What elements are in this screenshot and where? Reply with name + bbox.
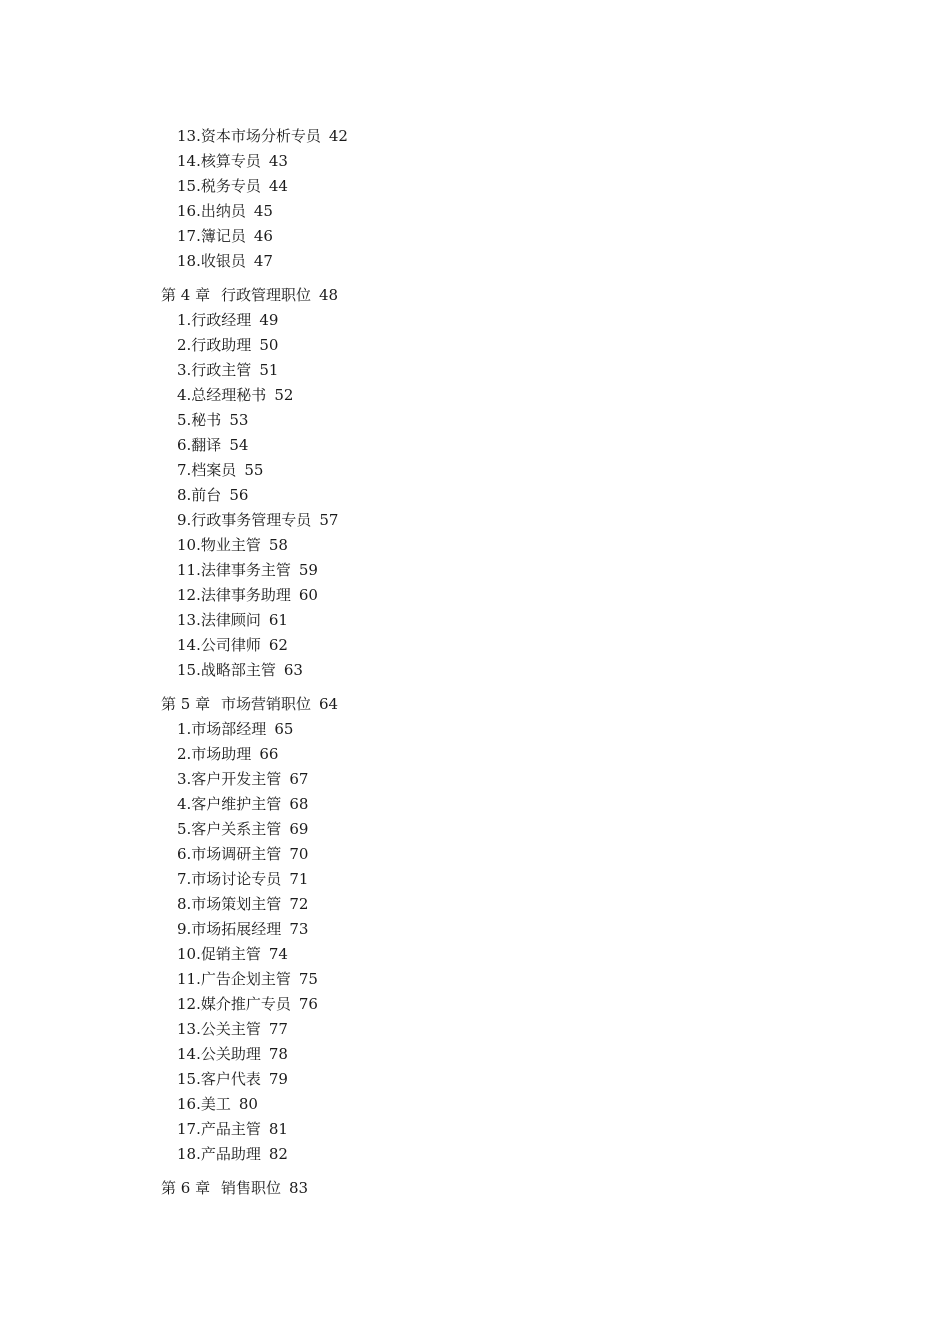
toc-entry[interactable] — [161, 917, 761, 942]
toc-entry[interactable] — [161, 767, 761, 792]
toc-entry-page-number: 58 — [268, 536, 288, 554]
toc-entry[interactable] — [161, 842, 761, 867]
toc-entry-page-number: 78 — [268, 1045, 288, 1063]
toc-entry[interactable] — [161, 742, 761, 767]
toc-entry-title: 16.美工 — [177, 1095, 231, 1113]
toc-entry-title: 16.出纳员 — [177, 202, 246, 220]
toc-entry[interactable] — [161, 408, 761, 433]
toc-entry-title: 3.行政主管 — [177, 361, 252, 379]
toc-entry-title: 18.产品助理 — [177, 1145, 261, 1163]
toc-entry[interactable] — [161, 1067, 761, 1092]
toc-entry-page-number: 55 — [244, 461, 264, 479]
toc-entry-title: 11.法律事务主管 — [177, 561, 291, 579]
toc-entry-title: 15.客户代表 — [177, 1070, 261, 1088]
chapter-heading[interactable] — [161, 283, 761, 308]
toc-entry[interactable] — [161, 942, 761, 967]
toc-entry-page-number: 74 — [268, 945, 288, 963]
toc-entry[interactable] — [161, 558, 761, 583]
toc-entry[interactable] — [161, 533, 761, 558]
toc-entry-title: 4.总经理秘书 — [177, 386, 267, 404]
chapter-title: 市场营销职位 — [221, 695, 312, 713]
toc-entry[interactable] — [161, 658, 761, 683]
toc-entry[interactable] — [161, 1092, 761, 1117]
toc-entry[interactable] — [161, 1142, 761, 1167]
toc-entry[interactable] — [161, 308, 761, 333]
toc-entry-page-number: 63 — [283, 661, 303, 679]
toc-entry-title: 3.客户开发主管 — [177, 770, 282, 788]
toc-entry-page-number: 46 — [253, 227, 273, 245]
toc-entry-title: 5.秘书 — [177, 411, 222, 429]
table-of-contents — [161, 124, 761, 1201]
toc-entry-page-number: 43 — [268, 152, 288, 170]
toc-entry-page-number: 67 — [289, 770, 309, 788]
toc-entry-page-number: 72 — [289, 895, 309, 913]
toc-entry[interactable] — [161, 967, 761, 992]
toc-entry-page-number: 71 — [289, 870, 309, 888]
toc-entry[interactable] — [161, 224, 761, 249]
toc-entry-title: 14.公关助理 — [177, 1045, 261, 1063]
toc-entry-title: 9.市场拓展经理 — [177, 920, 282, 938]
toc-entry-title: 17.产品主管 — [177, 1120, 261, 1138]
toc-entry[interactable] — [161, 1042, 761, 1067]
toc-entry[interactable] — [161, 358, 761, 383]
toc-entry-page-number: 47 — [253, 252, 273, 270]
toc-entry-title: 11.广告企划主管 — [177, 970, 291, 988]
toc-entry-title: 2.行政助理 — [177, 336, 252, 354]
toc-entry-page-number: 50 — [259, 336, 279, 354]
chapter-number: 第 6 章 — [161, 1179, 211, 1197]
toc-entry[interactable] — [161, 199, 761, 224]
toc-entry-page-number: 53 — [229, 411, 249, 429]
toc-entry[interactable] — [161, 333, 761, 358]
toc-entry[interactable] — [161, 249, 761, 274]
chapter-heading[interactable] — [161, 692, 761, 717]
toc-entry-page-number: 54 — [229, 436, 249, 454]
toc-entry[interactable] — [161, 149, 761, 174]
toc-entry-page-number: 59 — [298, 561, 318, 579]
toc-entry-title: 6.翻译 — [177, 436, 222, 454]
toc-entry-page-number: 75 — [298, 970, 318, 988]
toc-entry-title: 8.市场策划主管 — [177, 895, 282, 913]
toc-entry-page-number: 62 — [268, 636, 288, 654]
toc-entry-title: 8.前台 — [177, 486, 222, 504]
toc-entry-title: 2.市场助理 — [177, 745, 252, 763]
toc-entry-title: 15.税务专员 — [177, 177, 261, 195]
toc-entry[interactable] — [161, 608, 761, 633]
toc-entry-title: 7.市场讨论专员 — [177, 870, 282, 888]
toc-entry[interactable] — [161, 717, 761, 742]
chapter-number: 第 5 章 — [161, 695, 211, 713]
toc-entry-page-number: 81 — [268, 1120, 288, 1138]
toc-entry-title: 10.物业主管 — [177, 536, 261, 554]
toc-entry-page-number: 73 — [289, 920, 309, 938]
chapter-title: 行政管理职位 — [221, 286, 312, 304]
toc-entry-page-number: 69 — [289, 820, 309, 838]
toc-entry-title: 13.公关主管 — [177, 1020, 261, 1038]
toc-entry-page-number: 65 — [274, 720, 294, 738]
toc-entry-page-number: 52 — [274, 386, 294, 404]
toc-entry-page-number: 77 — [268, 1020, 288, 1038]
toc-entry-title: 13.资本市场分析专员 — [177, 127, 321, 145]
toc-entry[interactable] — [161, 174, 761, 199]
toc-entry[interactable] — [161, 633, 761, 658]
toc-entry-page-number: 82 — [268, 1145, 288, 1163]
toc-entry[interactable] — [161, 383, 761, 408]
toc-entry[interactable] — [161, 817, 761, 842]
toc-entry-page-number: 51 — [259, 361, 279, 379]
toc-entry-title: 4.客户维护主管 — [177, 795, 282, 813]
toc-entry[interactable] — [161, 1117, 761, 1142]
toc-entry-title: 18.收银员 — [177, 252, 246, 270]
toc-entry[interactable] — [161, 867, 761, 892]
toc-entry-title: 15.战略部主管 — [177, 661, 276, 679]
toc-entry-title: 6.市场调研主管 — [177, 845, 282, 863]
toc-entry[interactable] — [161, 1017, 761, 1042]
toc-entry[interactable] — [161, 483, 761, 508]
toc-entry[interactable] — [161, 508, 761, 533]
toc-entry-title: 1.行政经理 — [177, 311, 252, 329]
toc-entry-title: 9.行政事务管理专员 — [177, 511, 312, 529]
toc-entry-page-number: 79 — [268, 1070, 288, 1088]
chapter-page-number: 48 — [319, 286, 339, 304]
toc-entry-page-number: 60 — [298, 586, 318, 604]
toc-entry-title: 14.公司律师 — [177, 636, 261, 654]
toc-entry[interactable] — [161, 892, 761, 917]
toc-entry-title: 17.簿记员 — [177, 227, 246, 245]
chapter-page-number: 83 — [289, 1179, 309, 1197]
toc-entry-page-number: 57 — [319, 511, 339, 529]
toc-entry-page-number: 80 — [238, 1095, 258, 1113]
toc-entry-page-number: 56 — [229, 486, 249, 504]
toc-entry-page-number: 76 — [298, 995, 318, 1013]
chapter-page-number: 64 — [319, 695, 339, 713]
toc-entry-title: 12.媒介推广专员 — [177, 995, 291, 1013]
chapter-number: 第 4 章 — [161, 286, 211, 304]
toc-entry-page-number: 70 — [289, 845, 309, 863]
toc-entry-page-number: 68 — [289, 795, 309, 813]
toc-entry-title: 10.促销主管 — [177, 945, 261, 963]
toc-entry-title: 14.核算专员 — [177, 152, 261, 170]
toc-entry-page-number: 45 — [253, 202, 273, 220]
toc-entry-page-number: 44 — [268, 177, 288, 195]
chapter-heading[interactable] — [161, 1176, 761, 1201]
toc-entry-title: 5.客户关系主管 — [177, 820, 282, 838]
toc-entry-page-number: 42 — [328, 127, 348, 145]
toc-entry[interactable] — [161, 792, 761, 817]
toc-entry[interactable] — [161, 583, 761, 608]
toc-entry-page-number: 66 — [259, 745, 279, 763]
toc-entry[interactable] — [161, 433, 761, 458]
toc-entry-page-number: 61 — [268, 611, 288, 629]
toc-entry[interactable] — [161, 124, 761, 149]
toc-entry-page-number: 49 — [259, 311, 279, 329]
toc-entry-title: 7.档案员 — [177, 461, 237, 479]
toc-entry-title: 1.市场部经理 — [177, 720, 267, 738]
toc-entry[interactable] — [161, 992, 761, 1017]
toc-entry-title: 13.法律顾问 — [177, 611, 261, 629]
chapter-title: 销售职位 — [221, 1179, 282, 1197]
toc-entry[interactable] — [161, 458, 761, 483]
toc-entry-title: 12.法律事务助理 — [177, 586, 291, 604]
